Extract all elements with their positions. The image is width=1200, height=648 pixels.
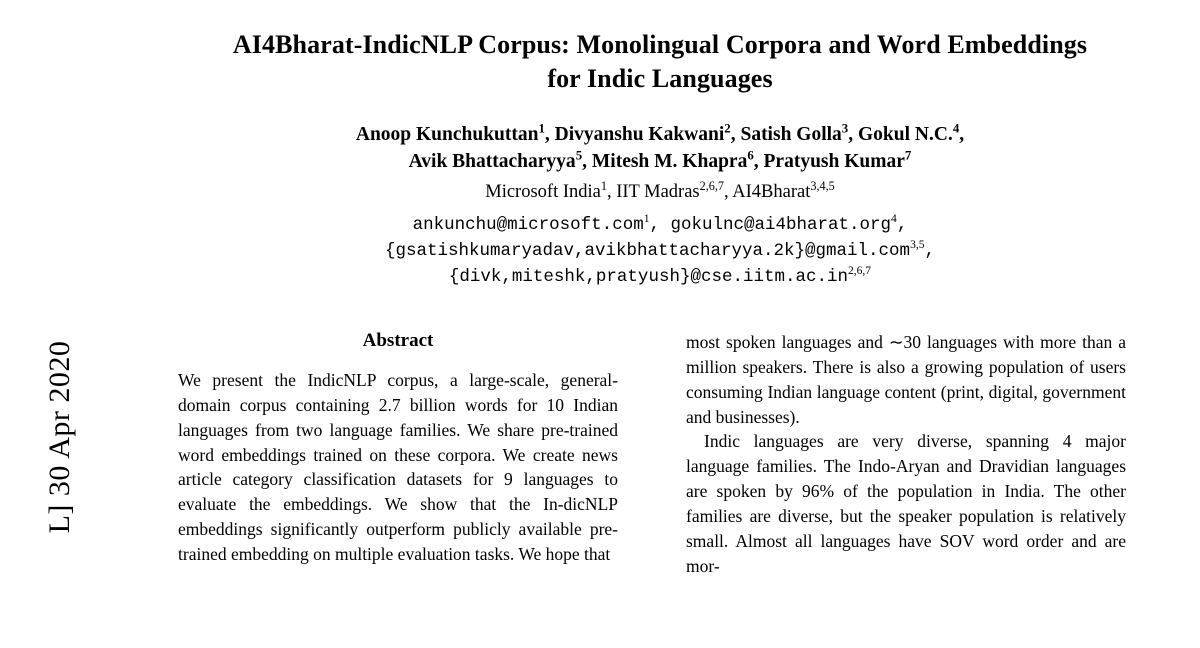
author-name: , Gokul N.C. (848, 123, 953, 145)
affiliation-marker: 1 (600, 178, 607, 193)
affiliation-marker: 2,6,7 (699, 178, 725, 193)
email-marker: 1 (643, 213, 650, 226)
email-separator: , (924, 241, 936, 262)
page-title: AI4Bharat-IndicNLP Corpus: Monolingual Corpora and Word Embeddings for Indic Languages (232, 30, 1088, 94)
author-affiliation-marker: 3 (841, 121, 849, 136)
left-column (178, 330, 618, 578)
author-line-2 (210, 148, 1110, 176)
author-separator: , (959, 123, 965, 145)
author-name: , Pratyush Kumar (753, 151, 905, 173)
author-name: Anoop Kunchukuttan (355, 123, 539, 145)
email-address[interactable]: {gsatishkumaryadav,avikbhattacharyya.2k}@gmail.com (384, 241, 911, 262)
author-affiliation-marker: 2 (724, 121, 731, 136)
arxiv-vertical-stamp (0, 0, 120, 648)
author-affiliation-marker: 1 (538, 121, 545, 136)
email-marker: 2,6,7 (847, 265, 872, 278)
affiliation-name: Microsoft India (485, 182, 601, 202)
author-affiliation-marker: 7 (904, 148, 912, 163)
abstract-text: We present the IndicNLP corpus, a large-scale, general-domain corpus containing 2.7 billion words for 10 Indian languages from two language families. We share pre-trained word embeddings trained on these corpora. We create news article category classification datasets for 9 languages to evaluate the embeddings. We show that the In-dicNLP embeddings significantly outperform publicly available pre-trained embedding on multiple evaluation tasks. We hope that (178, 370, 618, 564)
author-name: Avik Bhattacharyya (408, 151, 576, 173)
two-column-body (120, 330, 1200, 578)
email-line-3 (200, 264, 1120, 290)
abstract-heading: Abstract (362, 330, 434, 351)
author-line-1 (210, 121, 1110, 149)
affiliation-marker: 3,4,5 (810, 178, 835, 193)
body-paragraph: Indic languages are very diverse, spanning 4 major language families. The Indo-Aryan and Dravidian languages are spoken by 96% of the population in India. The other families are diverse, but the speaker population is relatively small. Almost all languages have SOV word order and are mor- (686, 431, 1126, 576)
email-line-1 (200, 212, 1120, 238)
paper-page (120, 0, 1200, 648)
email-address[interactable]: ankunchu@microsoft.com (412, 214, 644, 235)
email-block (200, 212, 1120, 291)
email-separator: , (896, 214, 908, 235)
arxiv-stamp-text: L] 30 Apr 2020 (43, 340, 76, 534)
right-column (686, 330, 1126, 578)
author-affiliation-marker: 6 (747, 148, 754, 163)
author-affiliation-marker: 5 (575, 148, 583, 163)
email-marker: 3,5 (910, 239, 925, 252)
author-affiliation-marker: 4 (952, 121, 960, 136)
affiliation-line (210, 180, 1110, 206)
body-paragraph: most spoken languages and ∼30 languages with more than a million speakers. There is also a growing population of users consuming Indian language content (print, digital, government and businesses). (686, 332, 1126, 427)
email-address[interactable]: , gokulnc@ai4bharat.org (649, 214, 892, 235)
author-name: , Mitesh M. Khapra (582, 151, 748, 173)
affiliation-name: , IIT Madras (606, 182, 700, 202)
affiliation-name: , AI4Bharat (724, 182, 811, 202)
email-line-2 (200, 238, 1120, 264)
author-name: , Satish Golla (730, 123, 842, 145)
author-list (210, 121, 1110, 176)
email-marker: 4 (891, 213, 897, 226)
author-name: , Divyanshu Kakwani (544, 123, 725, 145)
email-address[interactable]: {divk,miteshk,pratyush}@cse.iitm.ac.in (448, 267, 848, 288)
